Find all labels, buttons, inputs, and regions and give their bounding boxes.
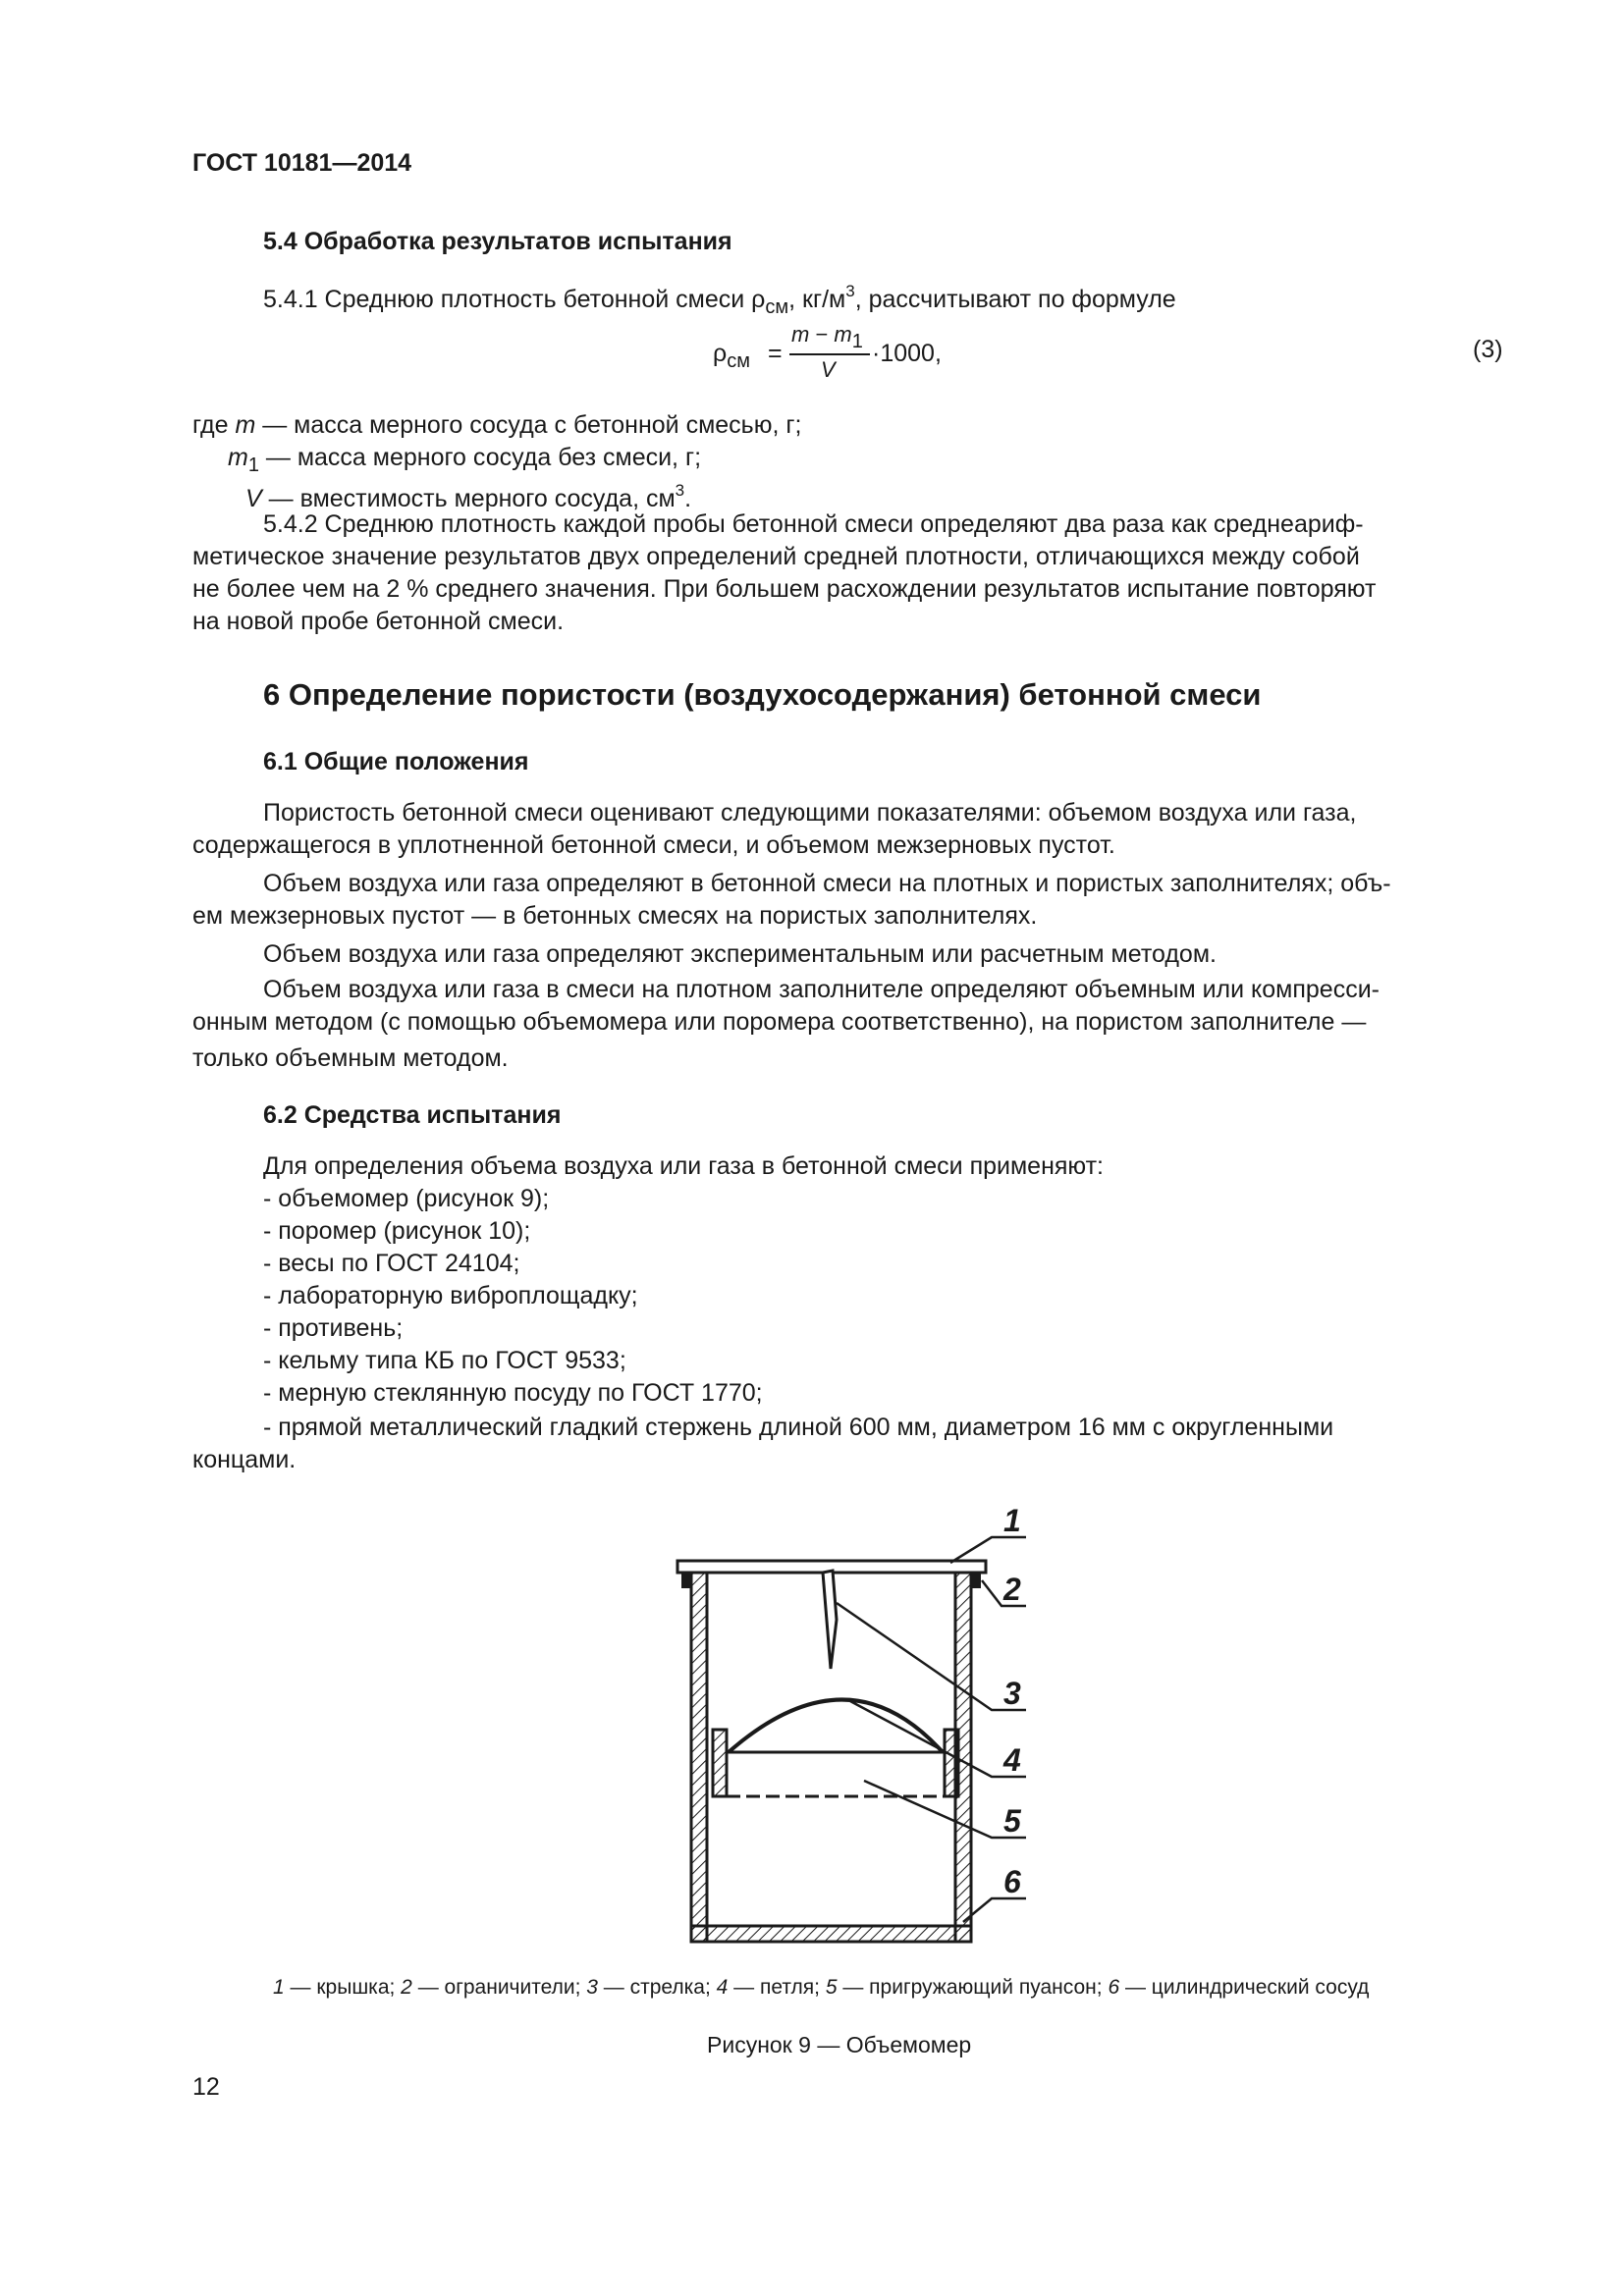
formula-equals: =	[768, 340, 783, 367]
p61-1-line-2: содержащегося в уплотненной бетонной смеси, и объемом межзерновых пустот.	[192, 831, 1115, 859]
document-code: ГОСТ 10181—2014	[192, 149, 412, 177]
formula-number: (3)	[1473, 336, 1503, 363]
callout-5: 5	[1003, 1803, 1021, 1839]
p61-3: Объем воздуха или газа определяют экспериментальным или расчетным методом.	[263, 940, 1217, 968]
p541-post: , рассчитывают по формуле	[854, 286, 1176, 313]
list-item: - поромер (рисунок 10);	[263, 1217, 531, 1245]
where-m1: $m_1$ — масса мерного сосуда без смеси, г;	[228, 444, 702, 476]
figure-caption: Рисунок 9 — Объемомер	[707, 2032, 972, 2057]
p61-2-line-2: ем межзерновых пустот — в бетонных смесях на пористых заполнителях.	[192, 902, 1038, 930]
weighting-punch	[713, 1700, 958, 1797]
page-number: 12	[192, 2073, 220, 2101]
p541-sub: см	[765, 296, 789, 318]
list-item: - объемомер (рисунок 9);	[263, 1185, 550, 1212]
section-6-2-title: 6.2 Средства испытания	[263, 1101, 562, 1129]
figure-9-drawing	[638, 1492, 1060, 1953]
p61-4-line-3: только объемным методом.	[192, 1044, 509, 1072]
callout-6: 6	[1003, 1864, 1021, 1899]
p61-1-line-1: Пористость бетонной смеси оценивают следующими показателями: объемом воздуха или газа,	[263, 799, 1357, 827]
p542-line-2: метическое значение результатов двух определений средней плотности, отличающихся между собой	[192, 543, 1360, 570]
list-item-last-line-1: - прямой металлический гладкий стержень длиной 600 мм, диаметром 16 мм с округленными	[263, 1414, 1334, 1441]
formula-lhs: $\rho_{см}$	[713, 340, 750, 372]
list-item: - мерную стеклянную посуду по ГОСТ 1770;	[263, 1379, 763, 1407]
leader-lines	[837, 1537, 1026, 1922]
p61-4-line-2: онным методом (с помощью объемомера или поромера соответственно), на пористом заполнителе —	[192, 1008, 1367, 1036]
list-intro: Для определения объема воздуха или газа в бетонной смеси применяют:	[263, 1152, 1105, 1180]
pointer-arrow	[823, 1571, 837, 1669]
p541-sup: 3	[845, 282, 855, 300]
where-v: V — вместимость мерного сосуда, $см^3$.	[245, 481, 692, 512]
callout-labels	[1002, 1503, 1022, 1899]
list-item: - весы по ГОСТ 24104;	[263, 1250, 520, 1277]
callout-2: 2	[1003, 1572, 1021, 1607]
callout-4: 4	[1003, 1742, 1021, 1778]
formula-tail: ·1000,	[872, 340, 942, 367]
p542-line-4: на новой пробе бетонной смеси.	[192, 608, 565, 635]
formula-3	[687, 320, 1001, 387]
figure-legend: 1 — крышка; 2 — ограничители; 3 — стрелка; 4 — петля; 5 — пригружающий пуансон; 6 — цилиндрический сосуд	[273, 1976, 1370, 1999]
section-6-title: 6 Определение пористости (воздухосодержания) бетонной смеси	[263, 677, 1262, 712]
equipment-list	[263, 1183, 763, 1410]
p541-pre: 5.4.1 Среднюю плотность бетонной смеси ρ	[263, 286, 766, 313]
p541-mid: , кг/м	[788, 286, 846, 313]
where-m: где m — масса мерного сосуда с бетонной смесью, г;	[192, 411, 802, 439]
fraction-bar	[789, 353, 870, 355]
formula-denominator: V	[821, 357, 836, 382]
formula-numerator: m − m1	[791, 322, 863, 352]
paragraph-5-4-1	[263, 275, 1176, 324]
p61-4-line-1: Объем воздуха или газа в смеси на плотном заполнителе определяют объемным или компресси-	[263, 976, 1380, 1003]
list-item-last-line-2: концами.	[192, 1446, 297, 1473]
section-6-1-title: 6.1 Общие положения	[263, 748, 529, 775]
callout-1: 1	[1003, 1503, 1021, 1538]
section-5-4-title: 5.4 Обработка результатов испытания	[263, 228, 732, 255]
list-item: - лабораторную виброплощадку;	[263, 1282, 638, 1309]
p61-2-line-1: Объем воздуха или газа определяют в бетонной смеси на плотных и пористых заполнителях; объ-	[263, 870, 1391, 897]
p542-line-1: 5.4.2 Среднюю плотность каждой пробы бетонной смеси определяют два раза как среднеариф-	[263, 510, 1364, 538]
list-item: - кельму типа КБ по ГОСТ 9533;	[263, 1347, 626, 1374]
callout-3: 3	[1003, 1676, 1021, 1711]
p542-line-3: не более чем на 2 % среднего значения. При большем расхождении результатов испытание повторяют	[192, 575, 1377, 603]
list-item: - противень;	[263, 1314, 404, 1342]
